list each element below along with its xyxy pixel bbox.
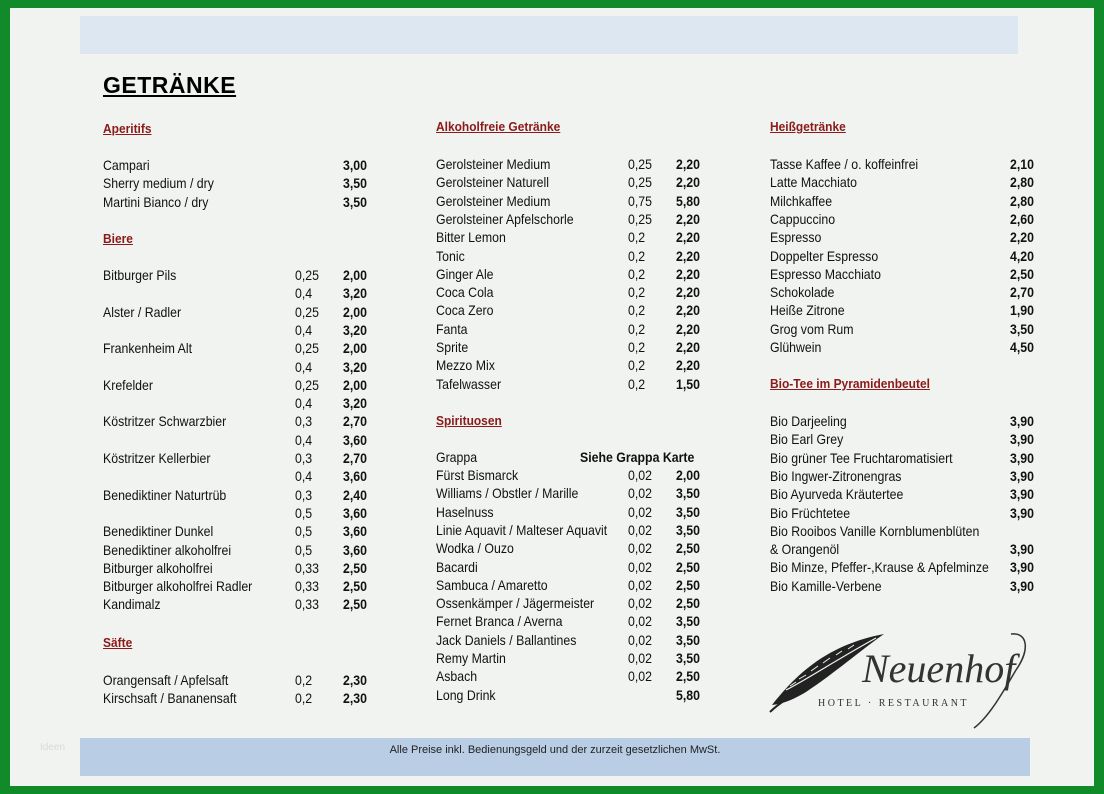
page-title: GETRÄNKE bbox=[103, 72, 237, 98]
item-price: 2,50 bbox=[676, 668, 700, 685]
item-volume: 0,02 bbox=[628, 485, 652, 502]
item-name: Bio Rooibos Vanille Kornblumenblüten bbox=[770, 522, 980, 539]
section-heading: Bio-Tee im Pyramidenbeutel bbox=[770, 376, 930, 391]
item-name: Ossenkämper / Jägermeister bbox=[436, 595, 595, 612]
item-price: 2,20 bbox=[676, 320, 700, 337]
item-name: Kandimalz bbox=[103, 596, 161, 613]
item-volume: 0,25 bbox=[628, 210, 652, 227]
item-name: Bio Minze, Pfeffer-,Krause & Apfelminze bbox=[770, 559, 989, 576]
item-name: Sherry medium / dry bbox=[103, 175, 214, 192]
watermark-text: Ideen bbox=[40, 742, 66, 753]
item-price: 2,20 bbox=[676, 302, 700, 319]
item-volume: 0,02 bbox=[628, 595, 652, 612]
item-volume: 0,4 bbox=[295, 468, 313, 485]
item-volume: 0,3 bbox=[295, 413, 313, 430]
item-name: Bio Früchtetee bbox=[770, 504, 851, 521]
item-price: 2,10 bbox=[1010, 156, 1034, 172]
item-price: 2,00 bbox=[676, 467, 700, 483]
item-volume: 0,02 bbox=[628, 503, 652, 520]
item-price: 3,60 bbox=[343, 541, 367, 558]
item-volume: 0,75 bbox=[628, 192, 652, 209]
item-price: 5,80 bbox=[676, 192, 700, 209]
item-price: 3,20 bbox=[343, 285, 367, 302]
grappa-note: Siehe Grappa Karte bbox=[580, 449, 695, 465]
header-band bbox=[80, 16, 1018, 54]
item-volume: 0,25 bbox=[295, 267, 319, 283]
item-volume: 0,4 bbox=[295, 321, 313, 338]
item-name: Espresso Macchiato bbox=[770, 265, 881, 282]
item-price: 2,20 bbox=[676, 265, 700, 282]
item-name: Remy Martin bbox=[436, 650, 506, 666]
item-name: Köstritzer Schwarzbier bbox=[103, 413, 227, 430]
item-volume: 0,2 bbox=[628, 302, 646, 319]
item-volume: 0,25 bbox=[295, 376, 319, 393]
item-price: 2,00 bbox=[343, 340, 367, 357]
item-volume: 0,5 bbox=[295, 541, 313, 558]
item-price: 2,50 bbox=[676, 576, 700, 593]
item-name: Bio Ayurveda Kräutertee bbox=[770, 486, 904, 503]
item-name: Grog vom Rum bbox=[770, 320, 854, 337]
item-name: Coca Zero bbox=[436, 302, 494, 319]
item-price: 2,20 bbox=[676, 357, 700, 374]
item-name: Bio Darjeeling bbox=[770, 413, 847, 429]
item-name: Martini Bianco / dry bbox=[103, 193, 209, 210]
item-price: 2,50 bbox=[1010, 265, 1034, 282]
item-price: 3,00 bbox=[343, 157, 367, 173]
item-price: 3,90 bbox=[1010, 413, 1034, 429]
item-price: 2,50 bbox=[676, 595, 700, 612]
item-volume: 0,2 bbox=[295, 690, 313, 707]
item-price: 3,50 bbox=[676, 485, 700, 502]
item-name: Bitburger alkoholfrei bbox=[103, 559, 213, 576]
item-price: 3,60 bbox=[343, 523, 367, 540]
item-price: 3,50 bbox=[676, 521, 700, 538]
item-volume: 0,02 bbox=[628, 540, 652, 557]
item-name: Gerolsteiner Apfelschorle bbox=[436, 210, 574, 227]
item-price: 3,50 bbox=[676, 613, 700, 630]
section-heading: Alkoholfreie Getränke bbox=[436, 119, 561, 134]
item-name: Tonic bbox=[436, 247, 465, 264]
item-name: Jack Daniels / Ballantines bbox=[436, 631, 577, 648]
item-name: Krefelder bbox=[103, 376, 153, 393]
item-name: Gerolsteiner Naturell bbox=[436, 174, 549, 191]
item-name: Benediktiner Naturtrüb bbox=[103, 486, 227, 503]
item-name: Benediktiner Dunkel bbox=[103, 523, 214, 540]
item-name: Bitburger alkoholfrei Radler bbox=[103, 578, 253, 595]
item-name: Doppelter Espresso bbox=[770, 247, 879, 264]
item-name: Fürst Bismarck bbox=[436, 467, 519, 483]
item-volume: 0,25 bbox=[295, 303, 319, 320]
item-price: 2,30 bbox=[343, 690, 367, 707]
item-price: 2,20 bbox=[676, 229, 700, 246]
item-name: Kirschsaft / Bananensaft bbox=[103, 690, 237, 707]
item-price: 5,80 bbox=[676, 686, 700, 703]
item-name: Mezzo Mix bbox=[436, 357, 495, 374]
item-volume: 0,02 bbox=[628, 650, 652, 666]
item-volume: 0,2 bbox=[628, 284, 646, 301]
item-price: 1,90 bbox=[1010, 302, 1034, 319]
item-volume: 0,25 bbox=[295, 340, 319, 357]
item-name: Alster / Radler bbox=[103, 303, 182, 320]
item-price: 2,20 bbox=[676, 247, 700, 264]
item-name: Linie Aquavit / Malteser Aquavit bbox=[436, 521, 608, 538]
item-volume: 0,02 bbox=[628, 467, 652, 483]
item-price: 2,00 bbox=[343, 303, 367, 320]
item-price: 2,20 bbox=[676, 339, 700, 355]
section-heading: Spirituosen bbox=[436, 413, 502, 428]
item-volume: 0,2 bbox=[628, 339, 646, 355]
item-price: 2,20 bbox=[1010, 229, 1034, 246]
item-price: 2,70 bbox=[343, 450, 367, 466]
item-price: 2,20 bbox=[676, 210, 700, 227]
item-price: 2,50 bbox=[676, 540, 700, 557]
item-price: 4,20 bbox=[1010, 247, 1034, 264]
item-volume: 0,02 bbox=[628, 558, 652, 575]
item-price: 2,20 bbox=[676, 156, 700, 172]
item-name: Gerolsteiner Medium bbox=[436, 192, 551, 209]
item-name: Bio Ingwer-Zitronengras bbox=[770, 467, 902, 484]
item-price: 3,60 bbox=[343, 431, 367, 448]
item-name: Williams / Obstler / Marille bbox=[436, 485, 579, 502]
item-volume: 0,02 bbox=[628, 576, 652, 593]
item-name: Latte Macchiato bbox=[770, 174, 857, 191]
item-price: 2,70 bbox=[1010, 284, 1034, 301]
item-volume: 0,5 bbox=[295, 504, 313, 521]
item-name: Bitter Lemon bbox=[436, 229, 506, 246]
item-price: 2,80 bbox=[1010, 192, 1034, 209]
item-price: 2,40 bbox=[343, 486, 367, 503]
item-price: 2,80 bbox=[1010, 174, 1034, 191]
item-volume: 0,2 bbox=[628, 265, 646, 282]
item-price: 3,60 bbox=[343, 468, 367, 485]
item-volume: 0,2 bbox=[628, 320, 646, 337]
item-volume: 0,2 bbox=[628, 375, 646, 392]
item-name: Bio Kamille-Verbene bbox=[770, 577, 882, 594]
item-name: Heiße Zitrone bbox=[770, 302, 845, 319]
item-price: 3,50 bbox=[676, 650, 700, 666]
item-price: 3,90 bbox=[1010, 449, 1034, 466]
item-price: 2,70 bbox=[343, 413, 367, 430]
item-price: 2,20 bbox=[676, 284, 700, 301]
item-price: 3,20 bbox=[343, 358, 367, 375]
item-volume: 0,33 bbox=[295, 596, 319, 613]
item-name: & Orangenöl bbox=[770, 541, 840, 558]
item-price: 2,20 bbox=[676, 174, 700, 191]
item-volume: 0,33 bbox=[295, 578, 319, 595]
item-price: 3,50 bbox=[676, 503, 700, 520]
item-volume: 0,2 bbox=[628, 247, 646, 264]
item-price: 3,50 bbox=[1010, 320, 1034, 337]
item-name: Coca Cola bbox=[436, 284, 494, 301]
item-price: 2,50 bbox=[343, 559, 367, 576]
item-name: Sambuca / Amaretto bbox=[436, 576, 548, 593]
item-price: 3,20 bbox=[343, 395, 367, 412]
item-name: Long Drink bbox=[436, 686, 496, 703]
footer-band bbox=[80, 738, 1030, 776]
item-volume: 0,3 bbox=[295, 486, 313, 503]
menu-page bbox=[10, 8, 1094, 786]
item-name: Sprite bbox=[436, 339, 469, 355]
item-name: Espresso bbox=[770, 229, 822, 246]
section-heading: Heißgetränke bbox=[770, 119, 846, 134]
item-name: Köstritzer Kellerbier bbox=[103, 450, 211, 466]
item-volume: 0,02 bbox=[628, 631, 652, 648]
item-name: Fanta bbox=[436, 320, 468, 337]
item-volume: 0,02 bbox=[628, 668, 652, 685]
item-name: Milchkaffee bbox=[770, 192, 833, 209]
item-price: 2,00 bbox=[343, 267, 367, 283]
item-price: 2,50 bbox=[676, 558, 700, 575]
item-price: 3,20 bbox=[343, 321, 367, 338]
item-name: Grappa bbox=[436, 449, 478, 465]
item-price: 3,60 bbox=[343, 504, 367, 521]
item-price: 3,90 bbox=[1010, 559, 1034, 576]
hotel-logo bbox=[766, 620, 1036, 732]
item-volume: 0,02 bbox=[628, 521, 652, 538]
item-name: Asbach bbox=[436, 668, 478, 685]
item-volume: 0,4 bbox=[295, 431, 313, 448]
item-name: Frankenheim Alt bbox=[103, 340, 193, 357]
item-price: 3,50 bbox=[343, 193, 367, 210]
item-name: Haselnuss bbox=[436, 503, 494, 520]
item-price: 3,90 bbox=[1010, 541, 1034, 558]
item-price: 3,90 bbox=[1010, 467, 1034, 484]
item-name: Bacardi bbox=[436, 558, 478, 575]
item-name: Gerolsteiner Medium bbox=[436, 156, 551, 172]
item-volume: 0,2 bbox=[628, 229, 646, 246]
item-volume: 0,5 bbox=[295, 523, 313, 540]
item-volume: 0,25 bbox=[628, 156, 652, 172]
item-name: Ginger Ale bbox=[436, 265, 494, 282]
item-name: Glühwein bbox=[770, 339, 822, 355]
item-name: Schokolade bbox=[770, 284, 835, 301]
item-name: Cappuccino bbox=[770, 210, 836, 227]
item-name: Benediktiner alkoholfrei bbox=[103, 541, 232, 558]
item-price: 1,50 bbox=[676, 375, 700, 392]
section-heading: Aperitifs bbox=[103, 121, 152, 136]
item-price: 2,00 bbox=[343, 376, 367, 393]
item-volume: 0,4 bbox=[295, 285, 313, 302]
item-volume: 0,2 bbox=[628, 357, 646, 374]
item-volume: 0,4 bbox=[295, 358, 313, 375]
item-name: Bio Earl Grey bbox=[770, 431, 844, 448]
item-price: 4,50 bbox=[1010, 339, 1034, 355]
item-volume: 0,33 bbox=[295, 559, 319, 576]
item-volume: 0,2 bbox=[295, 672, 313, 688]
item-price: 3,90 bbox=[1010, 431, 1034, 448]
item-price: 2,50 bbox=[343, 578, 367, 595]
item-name: Wodka / Ouzo bbox=[436, 540, 514, 557]
footer-note: Alle Preise inkl. Bedienungsgeld und der zurzeit gesetzlichen MwSt. bbox=[389, 744, 721, 756]
item-price: 3,90 bbox=[1010, 504, 1034, 521]
item-name: Orangensaft / Apfelsaft bbox=[103, 672, 229, 688]
item-price: 2,50 bbox=[343, 596, 367, 613]
item-name: Tasse Kaffee / o. koffeinfrei bbox=[770, 156, 919, 172]
section-heading: Säfte bbox=[103, 635, 133, 650]
item-name: Fernet Branca / Averna bbox=[436, 613, 563, 630]
item-name: Bitburger Pils bbox=[103, 267, 177, 283]
item-price: 3,90 bbox=[1010, 577, 1034, 594]
item-price: 3,90 bbox=[1010, 486, 1034, 503]
item-volume: 0,25 bbox=[628, 174, 652, 191]
item-price: 2,30 bbox=[343, 672, 367, 688]
logo-subtitle: HOTEL · RESTAURANT bbox=[818, 698, 970, 709]
item-name: Tafelwasser bbox=[436, 375, 502, 392]
item-name: Bio grüner Tee Fruchtaromatisiert bbox=[770, 449, 953, 466]
item-volume: 0,02 bbox=[628, 613, 652, 630]
item-price: 3,50 bbox=[676, 631, 700, 648]
item-price: 3,50 bbox=[343, 175, 367, 192]
item-price: 2,60 bbox=[1010, 210, 1034, 227]
item-volume: 0,4 bbox=[295, 395, 313, 412]
logo-name: Neuenhof bbox=[862, 646, 1016, 691]
section-heading: Biere bbox=[103, 231, 133, 246]
item-name: Campari bbox=[103, 157, 150, 173]
item-volume: 0,3 bbox=[295, 450, 313, 466]
